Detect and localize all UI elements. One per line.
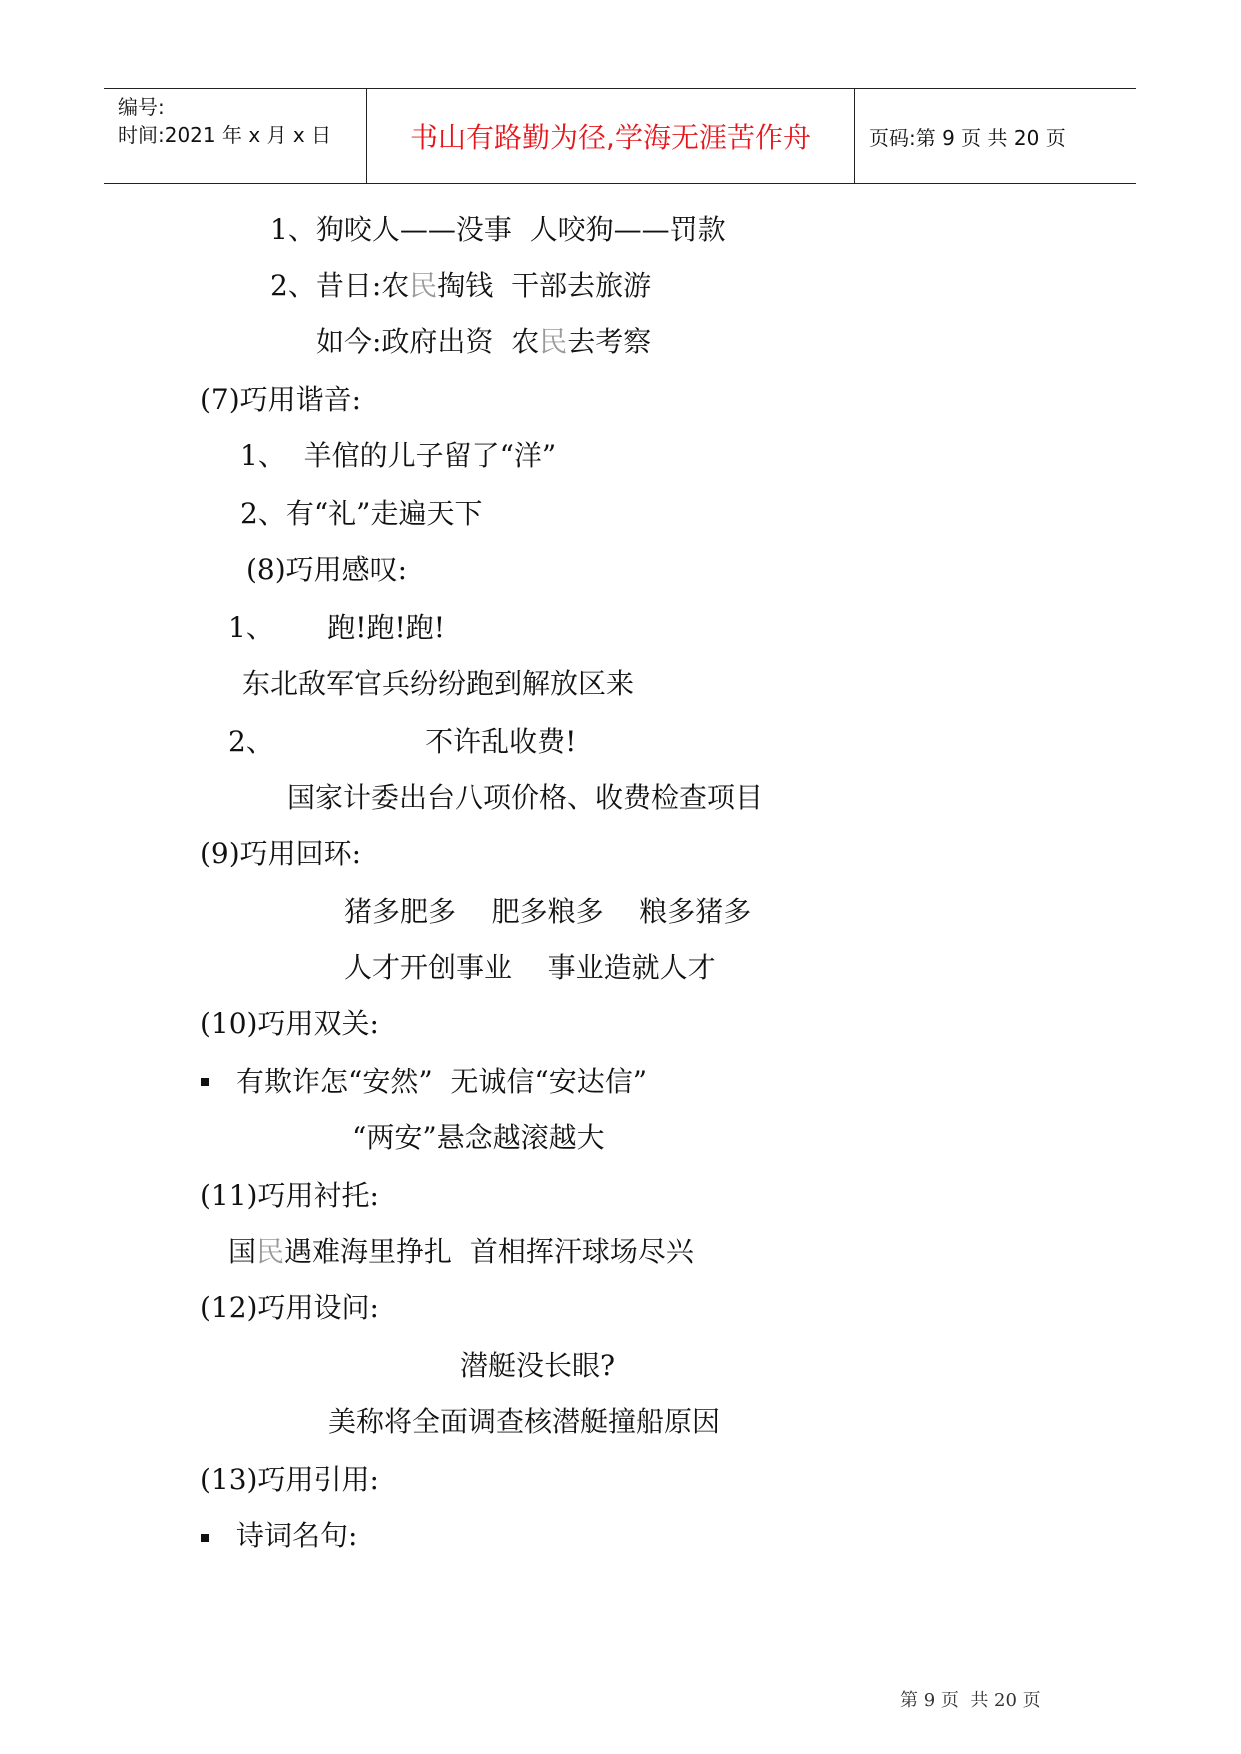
content-line-14: 人才开创事业 事业造就人才: [344, 951, 716, 984]
content-line-8: 1、 跑!跑!跑!: [228, 611, 445, 644]
header-page-label: 页码:第 9 页 共 20 页: [869, 125, 1066, 150]
section-heading-10: (10)巧用双关:: [200, 1007, 379, 1040]
content-line-6: 2、有“礼”走遍天下: [240, 497, 483, 530]
content-line-19: 国民遇难海里挣扎 首相挥汗球场尽兴: [228, 1235, 694, 1268]
bullet-marker: [201, 1534, 209, 1542]
section-heading-8: (8)巧用感叹:: [246, 553, 408, 586]
header-meta: [104, 89, 367, 183]
content-line-3: 如今:政府出资 农民去考察: [316, 325, 652, 358]
content-line-5: 1、 羊倌的儿子留了“洋”: [240, 439, 557, 472]
bullet-marker: [201, 1078, 209, 1086]
document-time-label: 时间:2021 年 x 月 x 日: [118, 123, 332, 147]
section-heading-7: (7)巧用谐音:: [200, 383, 362, 416]
content-line-16: 有欺诈怎“安然” 无诚信“安达信”: [236, 1065, 648, 1098]
page-footer: 第 9 页 共 20 页: [900, 1690, 1041, 1711]
content-line-22: 美称将全面调查核潜艇撞船原因: [328, 1405, 721, 1438]
document-number-label: 编号:: [118, 95, 165, 119]
page-header: [104, 88, 1136, 184]
content-line-2: 2、昔日:农民掏钱 干部去旅游: [270, 269, 652, 302]
content-line-24: 诗词名句:: [236, 1519, 358, 1552]
content-line-10: 2、 不许乱收费!: [228, 725, 577, 758]
content-line-1: 1、狗咬人——没事 人咬狗——罚款: [270, 213, 726, 246]
content-line-9: 东北敌军官兵纷纷跑到解放区来: [242, 667, 635, 700]
section-heading-12: (12)巧用设问:: [200, 1291, 379, 1324]
section-heading-9: (9)巧用回环:: [200, 837, 362, 870]
content-line-13: 猪多肥多 肥多粮多 粮多猪多: [344, 895, 752, 928]
header-motto: 书山有路勤为径,学海无涯苦作舟: [367, 89, 855, 183]
content-line-11: 国家计委出台八项价格、收费检查项目: [287, 781, 764, 814]
content-line-21: 潜艇没长眼?: [460, 1349, 616, 1382]
section-heading-13: (13)巧用引用:: [200, 1463, 379, 1496]
content-line-17: “两安”悬念越滚越大: [352, 1121, 605, 1154]
section-heading-11: (11)巧用衬托:: [200, 1179, 379, 1212]
